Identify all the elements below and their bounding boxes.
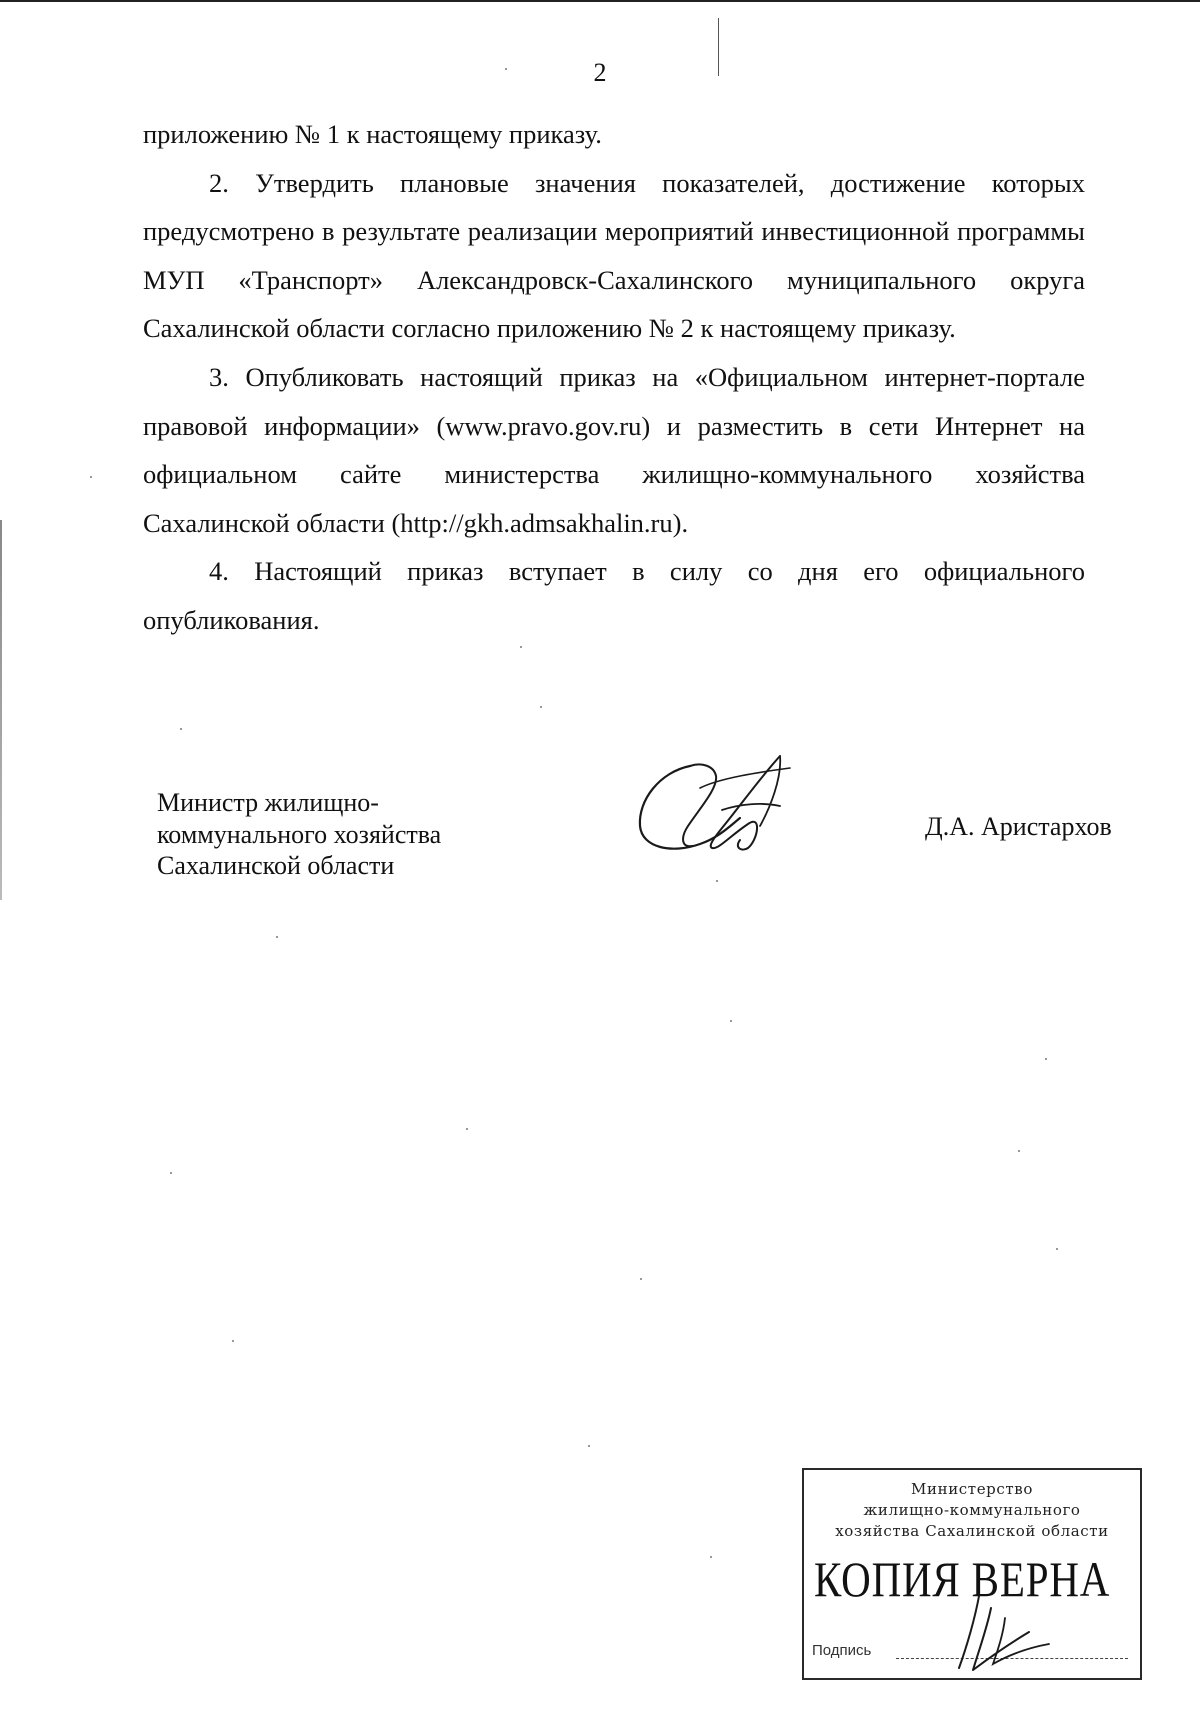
stamp-signature-label: Подпись — [812, 1642, 872, 1659]
scan-speck — [466, 1128, 468, 1130]
signatory-position-line: Сахалинской области — [157, 851, 395, 880]
document-body — [143, 110, 1085, 645]
scan-speck — [90, 476, 92, 478]
scan-speck — [1018, 1150, 1020, 1152]
stamp-org-line: хозяйства Сахалинской области — [835, 1522, 1109, 1540]
stamp-title: КОПИЯ ВЕРНА — [814, 1551, 1111, 1607]
signatory-position — [157, 787, 441, 882]
scan-speck — [232, 1340, 234, 1342]
scan-border-left — [0, 520, 2, 900]
scan-speck — [170, 1172, 172, 1174]
handwritten-signature — [630, 748, 820, 860]
paragraph-item-2: 2. Утвердить плановые значения показателей, достижение которых предусмотрено в результате реализации мероприятий инвестиционной программы МУП «Транспорт» Александровск-Сахалинского муниципального округа Сахалинской области согласно приложению № 2 к настоящему приказу. — [143, 167, 1085, 344]
signatory-name: Д.А. Аристархов — [925, 812, 1112, 841]
certified-copy-stamp — [802, 1468, 1142, 1680]
stamp-org-line: жилищно-коммунального — [863, 1501, 1081, 1519]
scan-border-top — [0, 0, 1200, 2]
scan-speck — [276, 936, 278, 938]
scan-speck — [520, 646, 522, 648]
scan-speck — [730, 1020, 732, 1022]
signatory-position-line: коммунального хозяйства — [157, 819, 442, 849]
scan-speck — [1056, 1248, 1058, 1250]
paragraph-continuation: приложению № 1 к настоящему приказу. — [143, 119, 602, 149]
scan-speck — [716, 880, 718, 882]
scan-speck — [180, 728, 182, 730]
stamp-org-line: Министерство — [911, 1480, 1033, 1498]
scan-speck — [640, 1278, 642, 1280]
scan-speck — [710, 1556, 712, 1558]
scan-speck — [1045, 1058, 1047, 1060]
scan-speck — [540, 706, 542, 708]
stamp-handwritten-signature — [949, 1588, 1059, 1676]
paragraph-item-4: 4. Настоящий приказ вступает в силу со дня его официального опубликования. — [143, 556, 1085, 635]
signatory-position-line: Министр жилищно- — [157, 788, 379, 817]
scan-speck — [588, 1445, 590, 1447]
paragraph-item-3: 3. Опубликовать настоящий приказ на «Официальном интернет-портале правовой информации» (www.pravo.gov.ru) и разместить в сети Интернет на официальном сайте министерства жилищно-коммунального хозяйства Сахалинской области (http://gkh.admsakhalin.ru). — [143, 361, 1085, 538]
page-number: 2 — [593, 58, 607, 87]
